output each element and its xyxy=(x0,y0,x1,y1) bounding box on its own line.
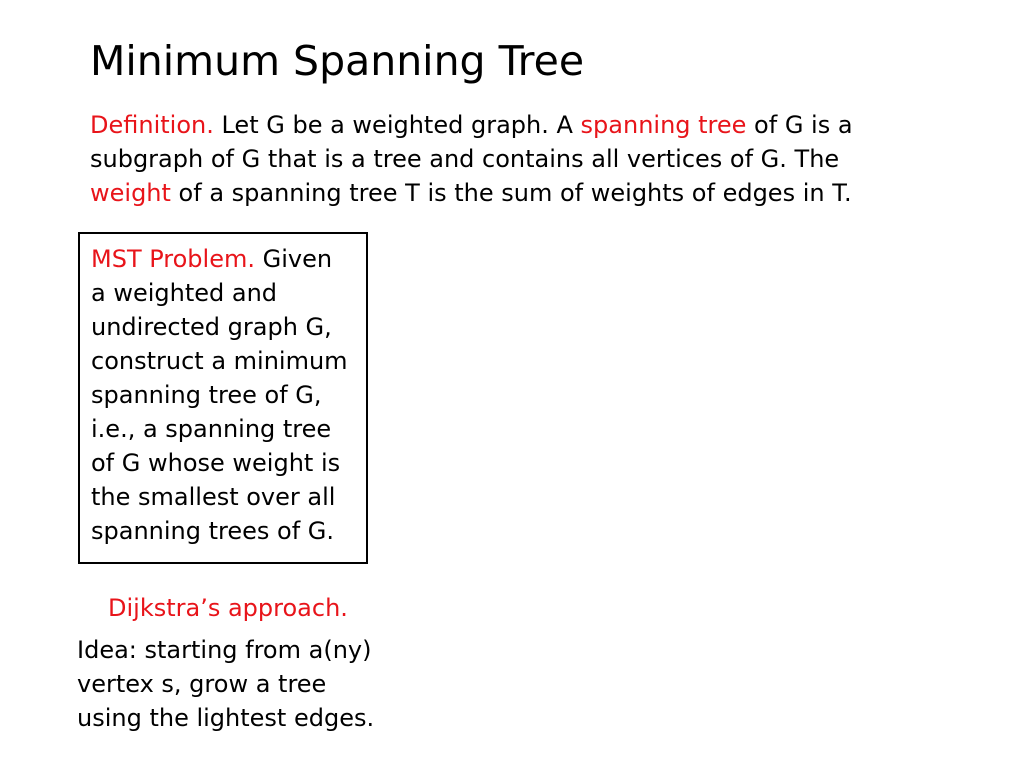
mst-problem-line xyxy=(91,242,366,276)
definition-text-1: Let G be a weighted graph. A xyxy=(213,111,581,139)
definition-paragraph xyxy=(90,108,970,210)
mst-problem-line: spanning tree of G, xyxy=(91,381,322,409)
mst-problem-line: the smallest over all xyxy=(91,483,336,511)
term-weight: weight xyxy=(90,179,171,207)
mst-problem-text: Given xyxy=(254,245,333,273)
mst-problem-line: a weighted and xyxy=(91,279,278,307)
mst-problem-line: undirected graph G, xyxy=(91,313,332,341)
idea-line: vertex s, grow a tree xyxy=(77,670,327,698)
term-spanning-tree: spanning tree xyxy=(580,111,747,139)
idea-line: Idea: starting from a(ny) xyxy=(77,636,372,664)
dijkstra-heading: Dijkstra’s approach. xyxy=(108,594,348,622)
mst-problem-line: spanning trees of G. xyxy=(91,517,335,545)
definition-text-4: of a spanning tree T is the sum of weights of edges in T. xyxy=(170,179,852,207)
definition-text-2: of G is a xyxy=(746,111,853,139)
definition-text-3: subgraph of G that is a tree and contains all vertices of G. The xyxy=(90,145,840,173)
mst-problem-box xyxy=(78,232,368,564)
mst-problem-line: i.e., a spanning tree xyxy=(91,415,332,443)
idea-line: using the lightest edges. xyxy=(77,704,375,732)
idea-paragraph xyxy=(77,633,374,735)
definition-label: Definition. xyxy=(90,111,214,139)
mst-problem-line: of G whose weight is xyxy=(91,449,341,477)
mst-problem-label: MST Problem. xyxy=(91,245,255,273)
mst-problem-line: construct a minimum xyxy=(91,347,348,375)
slide-title: Minimum Spanning Tree xyxy=(90,37,585,85)
